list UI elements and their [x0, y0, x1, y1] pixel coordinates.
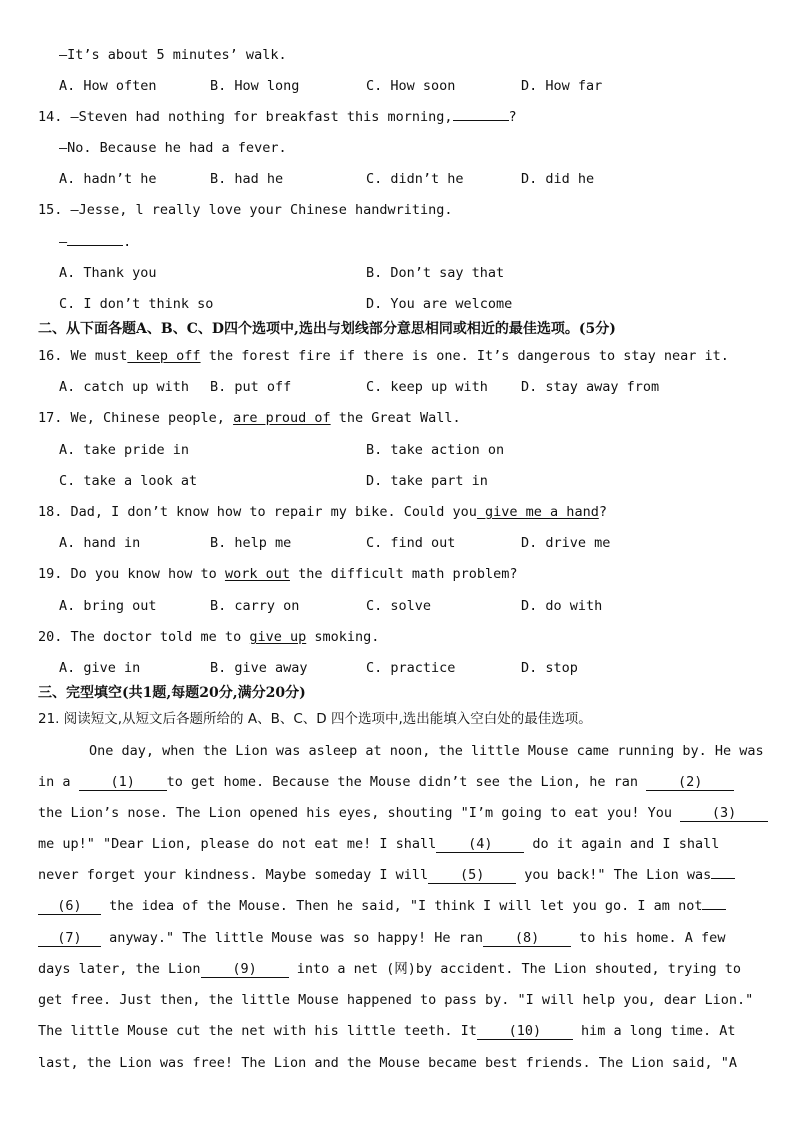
q20-stem — [38, 628, 379, 646]
q16-underlined: keep off — [127, 348, 201, 364]
q15-answer — [59, 233, 131, 251]
cloze-blank[interactable]: (5) — [428, 868, 516, 884]
q18-post: ? — [598, 504, 607, 520]
passage-line — [38, 835, 719, 853]
option-d: D. stay away from — [521, 379, 660, 395]
cloze-blank[interactable]: (3) — [680, 806, 768, 822]
passage-text: in a — [38, 774, 79, 790]
passage-line — [38, 866, 735, 884]
option-b: B. take action on — [366, 442, 505, 458]
q14-answer: —No. Because he had a fever. — [59, 140, 287, 156]
passage-text: to his home. A few — [571, 930, 726, 946]
q17-pre: 17. We, Chinese people, — [38, 410, 234, 426]
q15-dash: — — [59, 234, 68, 250]
passage-line: get free. Just then, the little Mouse happened to pass by. "I will help you, dear Lion." — [38, 992, 754, 1008]
q18-underlined: give me a hand — [476, 504, 599, 520]
q20-post: smoking. — [306, 629, 380, 645]
q14-stem-end: ? — [508, 109, 517, 125]
option-d: D. You are welcome — [366, 296, 513, 312]
passage-text: do it again and I shall — [524, 836, 720, 852]
q17-post: the Great Wall. — [330, 410, 461, 426]
option-b: B. How long — [210, 78, 300, 94]
passage-text: to get home. Because the Mouse didn’t see the Lion, he ran — [166, 774, 647, 790]
option-c: C. didn’t he — [366, 171, 464, 187]
passage-text: the idea of the Mouse. Then he said, "I think I will let you go. I am not — [101, 898, 703, 914]
q17-underlined: are proud of — [233, 410, 331, 426]
cloze-blank[interactable]: (9) — [201, 962, 289, 978]
q13-answer: —It’s about 5 minutes’ walk. — [59, 47, 287, 63]
option-b: B. help me — [210, 535, 292, 551]
passage-text: the Lion’s nose. The Lion opened his eyes, shouting "I’m going to eat you! You — [38, 805, 681, 821]
q19-post: the difficult math problem? — [289, 566, 518, 582]
option-b: B. put off — [210, 379, 292, 395]
answer-blank — [67, 245, 123, 246]
option-c: C. find out — [366, 535, 456, 551]
passage-line — [38, 960, 741, 978]
q15-stem: 15. —Jesse, l really love your Chinese handwriting. — [38, 202, 453, 218]
option-a: A. How often — [59, 78, 157, 94]
option-c: C. practice — [366, 660, 456, 676]
option-c: C. solve — [366, 598, 432, 614]
option-c: C. I don’t think so — [59, 296, 214, 312]
q17-stem — [38, 409, 461, 427]
q19-pre: 19. Do you know how to — [38, 566, 225, 582]
option-b: B. Don’t say that — [366, 265, 505, 281]
passage-text: me up!" "Dear Lion, please do not eat me! I shall — [38, 836, 437, 852]
cloze-blank[interactable]: (10) — [477, 1024, 573, 1040]
q20-pre: 20. The doctor told me to — [38, 629, 250, 645]
passage-text: never forget your kindness. Maybe someday I will — [38, 867, 429, 883]
answer-blank — [453, 120, 509, 121]
passage-line — [38, 804, 768, 822]
option-b: B. give away — [210, 660, 308, 676]
q19-underlined: work out — [224, 566, 290, 582]
option-d: D. take part in — [366, 473, 488, 489]
cloze-blank[interactable]: (2) — [646, 775, 734, 791]
option-b: B. carry on — [210, 598, 300, 614]
option-c: C. How soon — [366, 78, 456, 94]
option-a: A. take pride in — [59, 442, 190, 458]
q15-period: . — [123, 234, 132, 250]
passage-line — [38, 897, 726, 915]
option-d: D. do with — [521, 598, 603, 614]
option-c: C. take a look at — [59, 473, 198, 489]
cloze-blank[interactable]: (1) — [79, 775, 167, 791]
passage-text: you back!" The Lion was — [516, 867, 712, 883]
cloze-blank[interactable]: (7) — [38, 931, 101, 947]
passage-text: The little Mouse cut the net with his little teeth. It — [38, 1023, 477, 1039]
option-a: A. hadn’t he — [59, 171, 157, 187]
q16-stem — [38, 347, 729, 365]
passage-text: him a long time. At — [572, 1023, 736, 1039]
cloze-blank[interactable]: (4) — [436, 837, 524, 853]
section-heading-2: 二、从下面各题A、B、C、D四个选项中,选出与划线部分意思相同或相近的最佳选项。(5分) — [38, 321, 616, 337]
q14-stem — [38, 108, 517, 126]
section-heading-3: 三、完型填空(共1题,每题20分,满分20分) — [38, 685, 306, 701]
blank-line — [702, 909, 726, 910]
option-d: D. stop — [521, 660, 578, 676]
option-a: A. Thank you — [59, 265, 157, 281]
passage-line — [38, 929, 725, 947]
blank-line — [711, 878, 735, 879]
q18-stem — [38, 503, 607, 521]
passage-line — [38, 1022, 735, 1040]
cloze-blank[interactable]: (6) — [38, 899, 101, 915]
passage-line: last, the Lion was free! The Lion and the Mouse became best friends. The Lion said, "A — [38, 1055, 737, 1071]
q19-stem — [38, 565, 518, 583]
q14-stem-text: 14. —Steven had nothing for breakfast this morning, — [38, 109, 453, 125]
passage-text: into a net (网)by accident. The Lion shouted, trying to — [288, 961, 741, 977]
q18-pre: 18. Dad, I don’t know how to repair my bike. Could you — [38, 504, 477, 520]
option-a: A. catch up with — [59, 379, 190, 395]
q16-pre: 16. We must — [38, 348, 128, 364]
option-a: A. bring out — [59, 598, 157, 614]
q16-post: the forest fire if there is one. It’s dangerous to stay near it. — [200, 348, 729, 364]
option-d: D. How far — [521, 78, 603, 94]
option-b: B. had he — [210, 171, 284, 187]
passage-line: One day, when the Lion was asleep at noon, the little Mouse came running by. He was — [89, 743, 764, 759]
cloze-blank[interactable]: (8) — [483, 931, 571, 947]
option-d: D. did he — [521, 171, 595, 187]
passage-line — [38, 773, 734, 791]
option-a: A. give in — [59, 660, 141, 676]
option-a: A. hand in — [59, 535, 141, 551]
q20-underlined: give up — [249, 629, 307, 645]
q21-instruction: 21. 阅读短文,从短文后各题所给的 A、B、C、D 四个选项中,选出能填入空白处的最佳选项。 — [38, 711, 592, 727]
passage-text: days later, the Lion — [38, 961, 201, 977]
option-d: D. drive me — [521, 535, 611, 551]
option-c: C. keep up with — [366, 379, 488, 395]
passage-text: anyway." The little Mouse was so happy! He ran — [101, 930, 484, 946]
